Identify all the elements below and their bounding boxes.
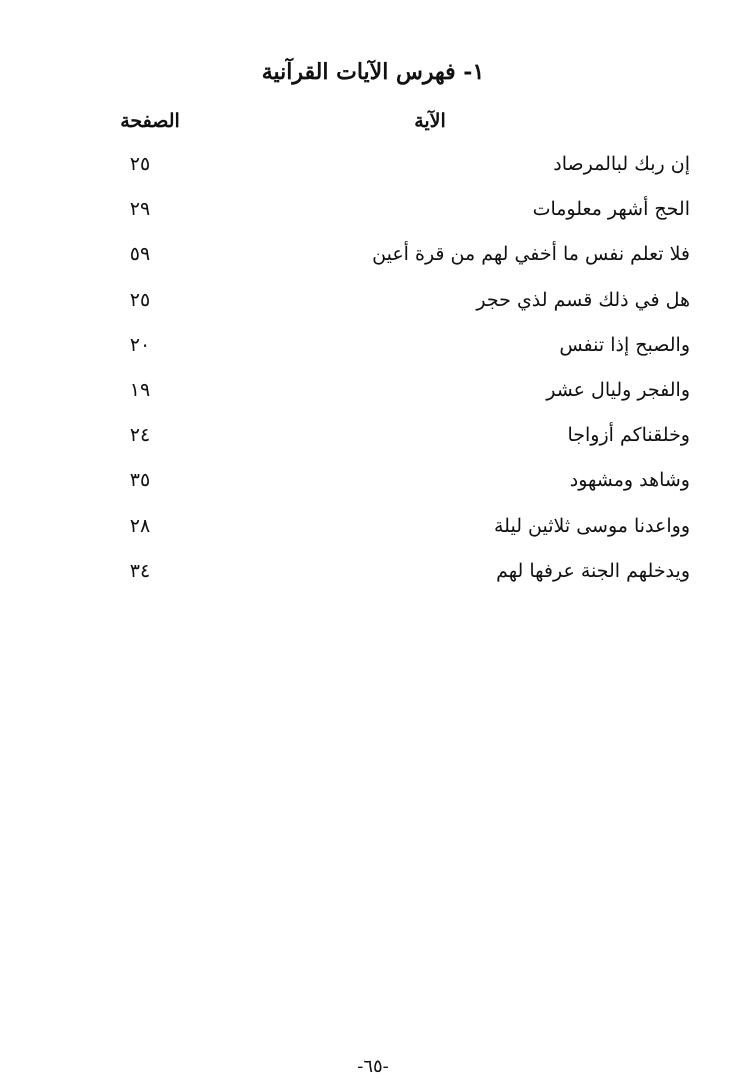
verse-text: فلا تعلم نفس ما أخفي لهم من قرة أعين [372, 243, 690, 266]
page-number-footer: -٦٥- [357, 1056, 389, 1077]
index-row [0, 191, 746, 236]
verse-index-list [0, 146, 746, 598]
page-number: ٢٤ [129, 424, 151, 447]
verse-text: ويدخلهم الجنة عرفها لهم [496, 559, 690, 582]
page-number: ١٩ [129, 378, 151, 401]
index-row [0, 282, 746, 327]
page-number: ٣٤ [129, 559, 151, 582]
verse-text: إن ربك لبالمرصاد [553, 153, 690, 175]
index-row [0, 372, 746, 417]
verse-text: الحج أشهر معلومات [532, 198, 690, 221]
page-title: ١- فهرس الآيات القرآنية [261, 59, 485, 85]
page-number: ٥٩ [129, 243, 151, 266]
page-number: ٢٥ [129, 153, 151, 175]
verse-text: وشاهد ومشهود [569, 469, 690, 492]
index-row [0, 146, 746, 191]
page-number: ٢٠ [129, 333, 151, 356]
page-number: ٢٩ [129, 198, 151, 221]
page-number: ٢٥ [129, 288, 151, 311]
index-row [0, 236, 746, 281]
page-column-header: الصفحة [120, 110, 180, 132]
page-number: ٣٥ [129, 469, 151, 492]
verse-text: هل في ذلك قسم لذي حجر [476, 288, 690, 311]
verse-text: وخلقناكم أزواجا [567, 424, 690, 447]
index-row [0, 417, 746, 462]
index-row [0, 462, 746, 507]
verse-text: وواعدنا موسى ثلاثين ليلة [494, 514, 690, 537]
verse-column-header: الآية [414, 110, 446, 132]
page-number: ٢٨ [129, 514, 151, 537]
verse-text: والفجر وليال عشر [546, 378, 690, 401]
index-row [0, 508, 746, 553]
index-row [0, 327, 746, 372]
verse-text: والصبح إذا تنفس [559, 333, 690, 356]
index-row [0, 553, 746, 598]
